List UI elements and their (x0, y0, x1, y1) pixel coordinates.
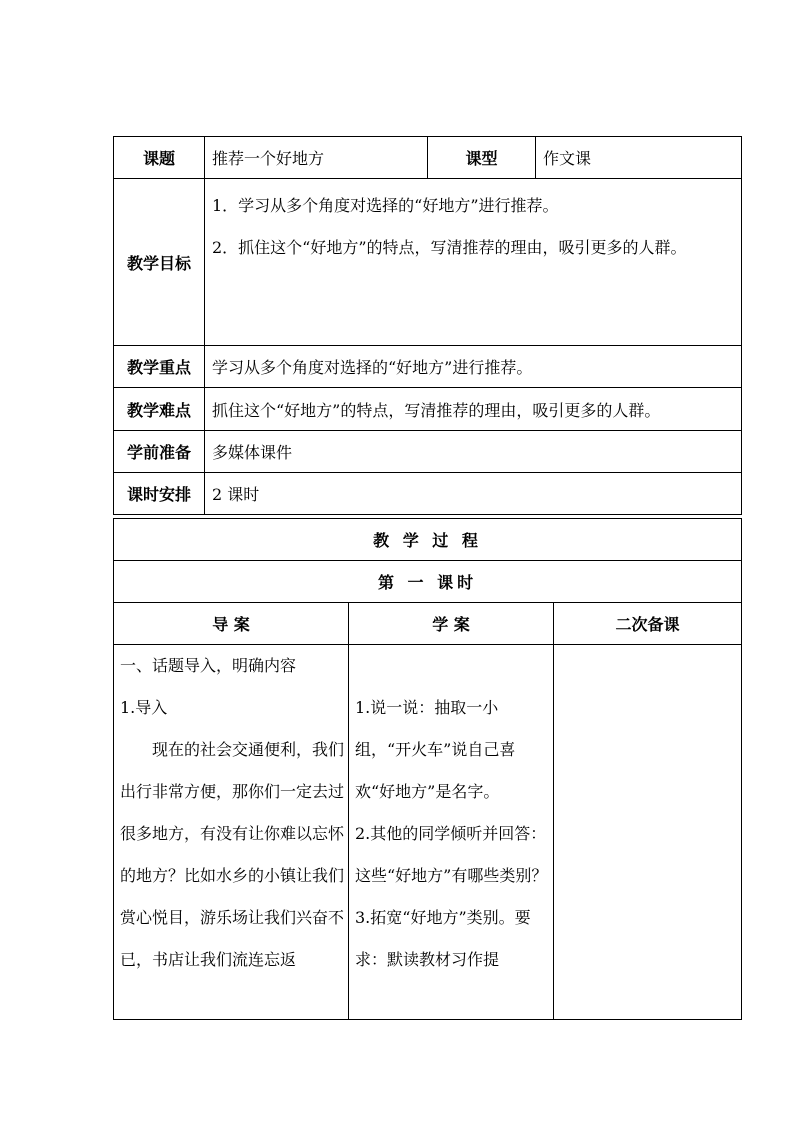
second-prep-content (554, 645, 742, 1020)
type-value: 作文课 (536, 137, 742, 179)
study-item: 3.拓宽“好地方”类别。要求：默读教材习作提 (355, 908, 531, 969)
focus-value: 学习从多个角度对选择的“好地方”进行推荐。 (205, 346, 742, 388)
study-column-header: 学 案 (349, 603, 554, 645)
prep-label: 学前准备 (114, 431, 205, 473)
lesson-info-table (113, 136, 742, 515)
type-label: 课型 (428, 137, 536, 179)
study-item: 1.说一说：抽取一小组，“开火车”说自己喜欢“好地方”是名字。 (355, 698, 516, 801)
topic-value: 推荐一个好地方 (205, 137, 428, 179)
study-item: 2.其他的同学倾听并回答：这些“好地方”有哪些类别？ (355, 824, 548, 885)
lesson-title: 第 一 课时 (114, 561, 742, 603)
guide-content (114, 645, 349, 1020)
focus-label: 教学重点 (114, 346, 205, 388)
goal-item: 2．抓住这个“好地方”的特点，写清推荐的理由，吸引更多的人群。 (212, 238, 687, 257)
goals-label: 教学目标 (114, 179, 205, 346)
teaching-process-table (113, 518, 742, 1020)
study-content (349, 645, 554, 1020)
goals-content (205, 179, 742, 346)
schedule-label: 课时安排 (114, 473, 205, 515)
guide-item: 1.导入 (120, 698, 168, 717)
second-prep-column-header: 二次备课 (554, 603, 742, 645)
difficulty-label: 教学难点 (114, 388, 205, 431)
guide-paragraph: 现在的社会交通便利，我们出行非常方便，那你们一定去过很多地方，有没有让你难以忘怀的地方？比如水乡的小镇让我们赏心悦目，游乐场让我们兴奋不已，书店让我们流连忘返 (120, 740, 345, 969)
guide-section-heading: 一、话题导入，明确内容 (120, 656, 297, 675)
difficulty-value: 抓住这个“好地方”的特点，写清推荐的理由，吸引更多的人群。 (205, 388, 742, 431)
process-title: 教 学 过 程 (114, 519, 742, 561)
guide-column-header: 导 案 (114, 603, 349, 645)
topic-label: 课题 (114, 137, 205, 179)
goal-item: 1．学习从多个角度对选择的“好地方”进行推荐。 (212, 196, 559, 215)
prep-value: 多媒体课件 (205, 431, 742, 473)
schedule-value: 2 课时 (205, 473, 742, 515)
